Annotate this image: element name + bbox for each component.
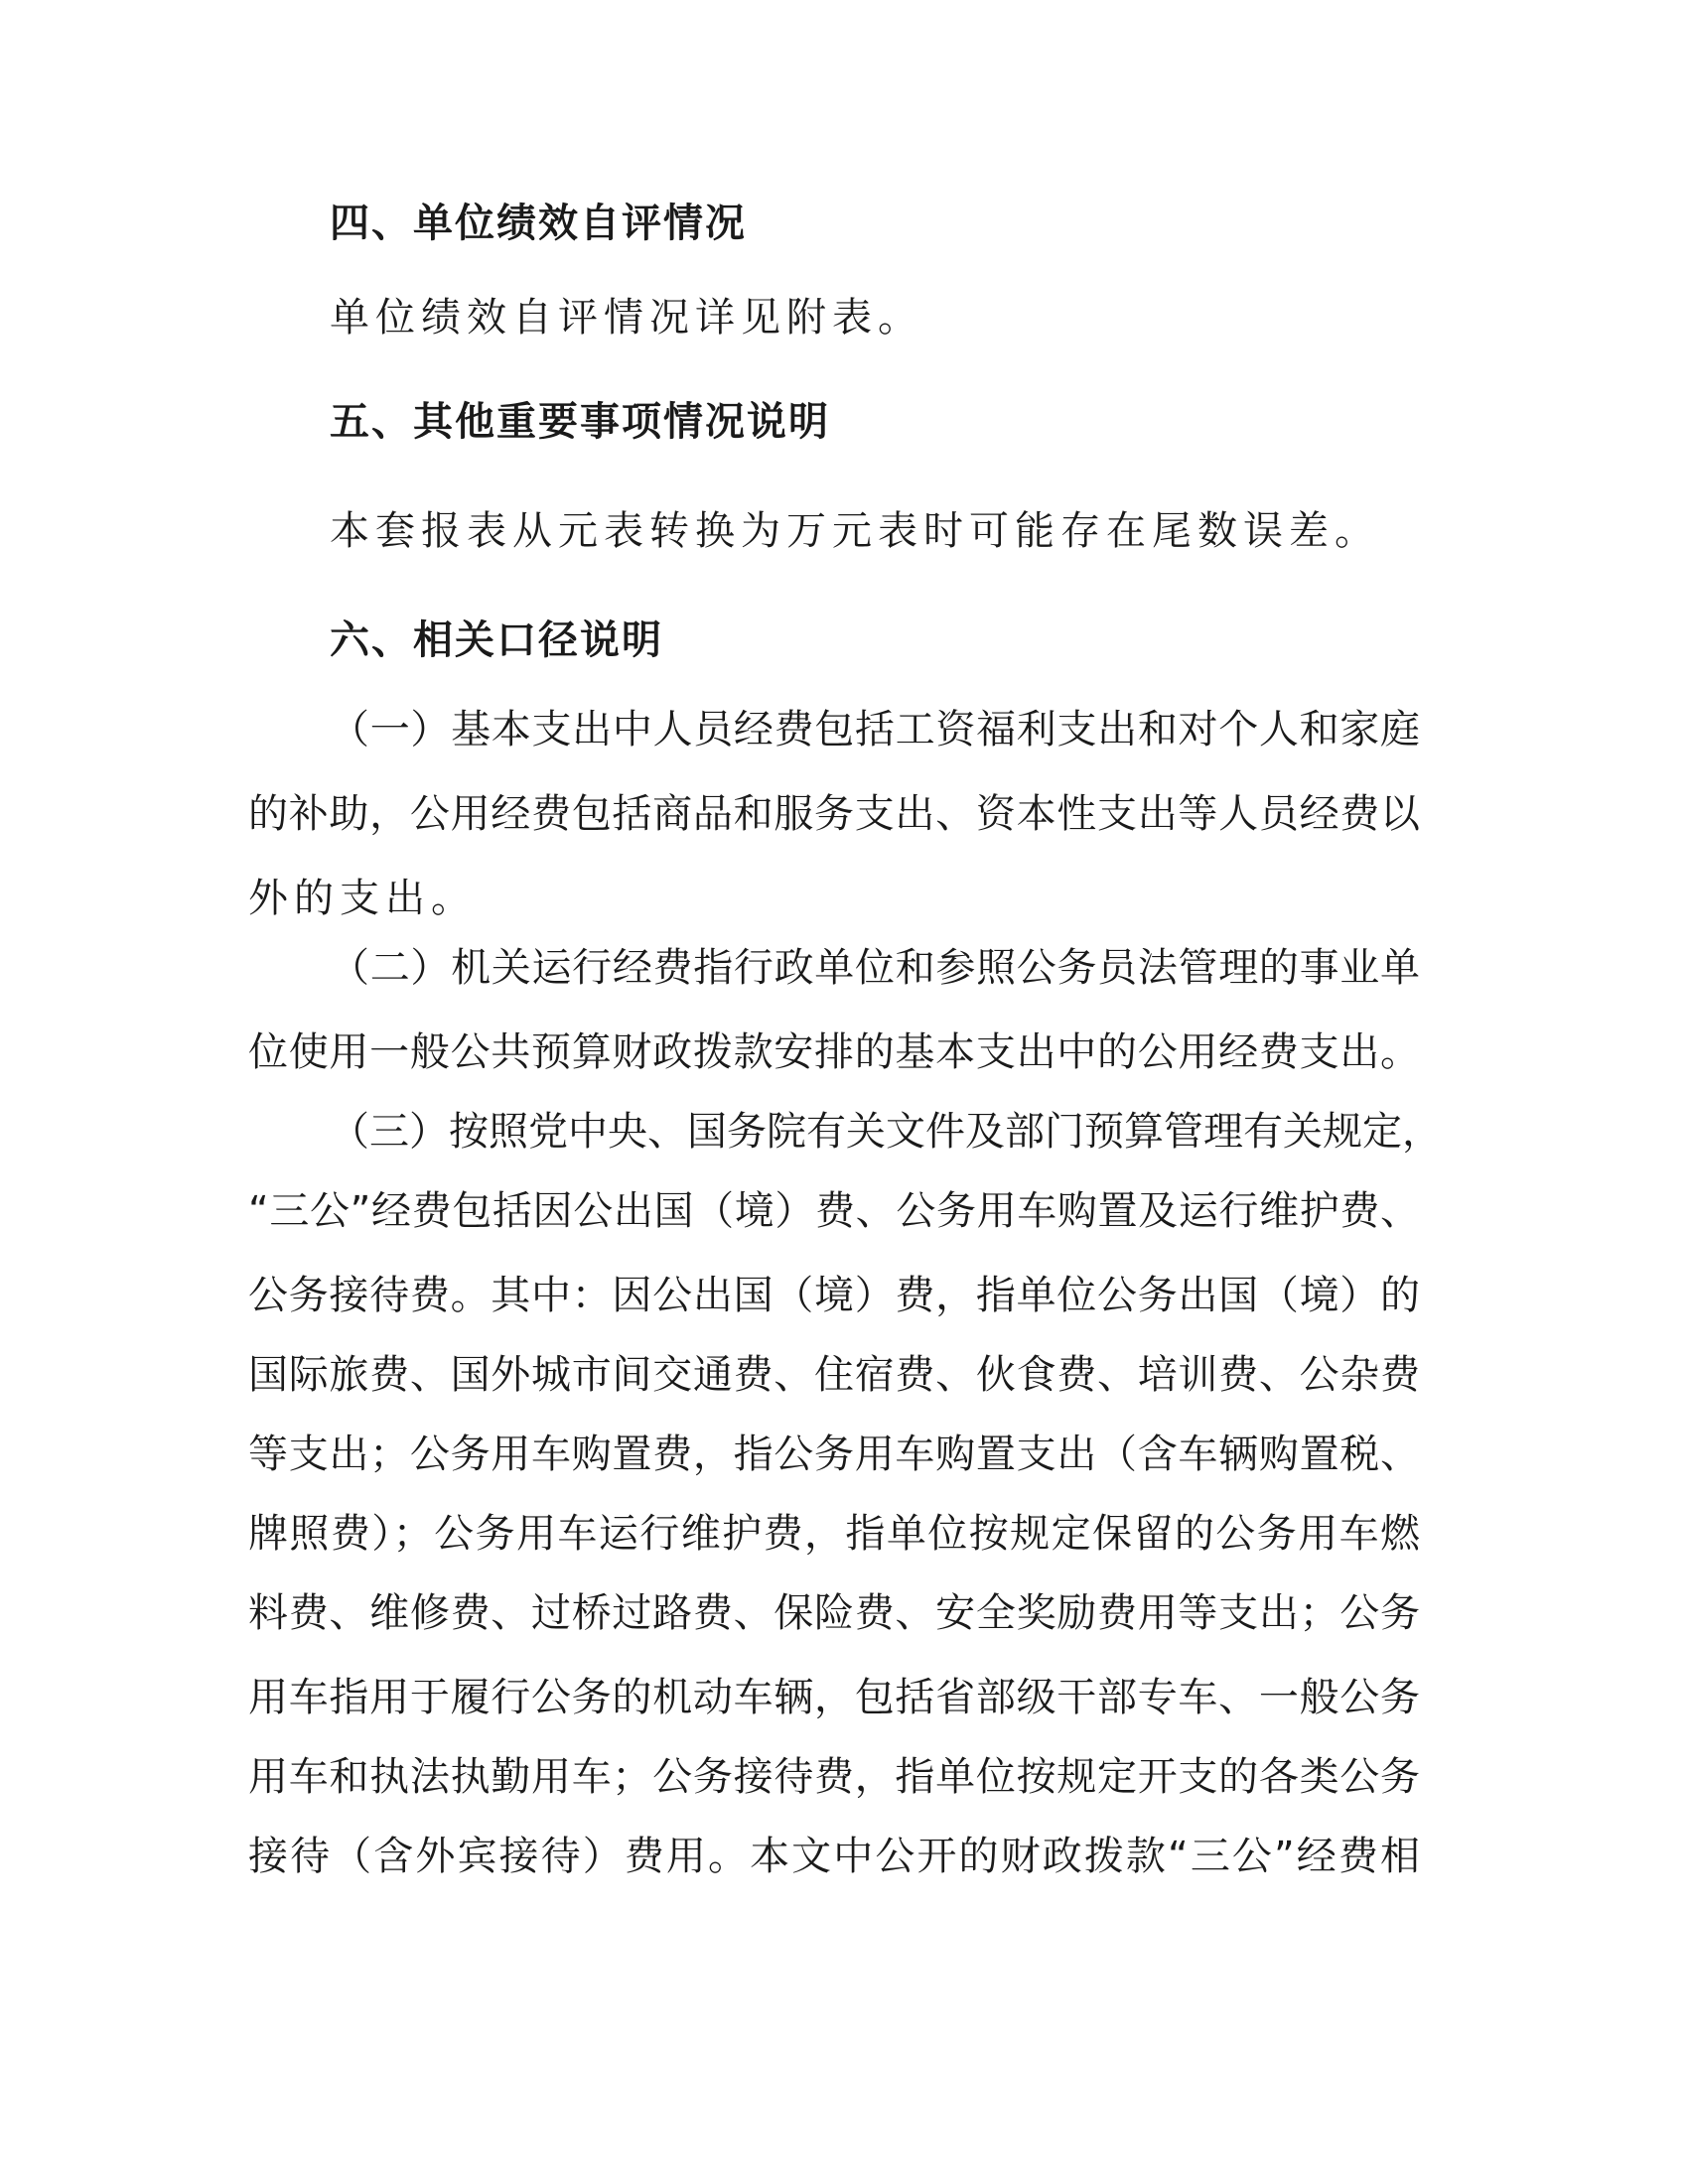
section6-heading: 六、相关口径说明 xyxy=(330,617,663,663)
para1-line: （一）基本支出中人员经费包括工资福利支出和对个人和家庭 xyxy=(330,707,1420,752)
para3-line: 料费、维修费、过桥过路费、保险费、安全奖励费用等支出；公务 xyxy=(248,1590,1420,1636)
section4-body: 单位绩效自评情况详见附表。 xyxy=(330,295,923,341)
para2-line: （二）机关运行经费指行政单位和参照公务员法管理的事业单 xyxy=(330,945,1420,991)
para3-line: 接待（含外宾接待）费用。本文中公开的财政拨款“三公”经费相 xyxy=(248,1834,1420,1879)
para3-line: 用车指用于履行公务的机动车辆，包括省部级干部专车、一般公务 xyxy=(248,1675,1420,1720)
para3-line: （三）按照党中央、国务院有关文件及部门预算管理有关规定， xyxy=(330,1109,1442,1155)
para3-line: “三公”经费包括因公出国（境）费、公务用车购置及运行维护费、 xyxy=(248,1188,1420,1234)
section5-body: 本套报表从元表转换为万元表时可能存在尾数误差。 xyxy=(330,508,1380,554)
para3-line: 等支出；公务用车购置费，指公务用车购置支出（含车辆购置税、 xyxy=(248,1432,1420,1477)
para3-line: 公务接待费。其中：因公出国（境）费，指单位公务出国（境）的 xyxy=(248,1273,1420,1318)
para3-line: 用车和执法执勤用车；公务接待费，指单位按规定开支的各类公务 xyxy=(248,1754,1420,1800)
para1-line: 的补助，公用经费包括商品和服务支出、资本性支出等人员经费以 xyxy=(248,791,1420,837)
para1-line: 外的支出。 xyxy=(248,876,477,921)
para3-line: 牌照费）；公务用车运行维护费，指单位按规定保留的公务用车燃 xyxy=(248,1511,1420,1557)
section5-heading: 五、其他重要事项情况说明 xyxy=(330,399,830,445)
para3-line: 国际旅费、国外城市间交通费、住宿费、伙食费、培训费、公杂费 xyxy=(248,1352,1420,1398)
para2-line: 位使用一般公共预算财政拨款安排的基本支出中的公用经费支出。 xyxy=(248,1029,1420,1075)
section4-heading: 四、单位绩效自评情况 xyxy=(330,201,747,246)
